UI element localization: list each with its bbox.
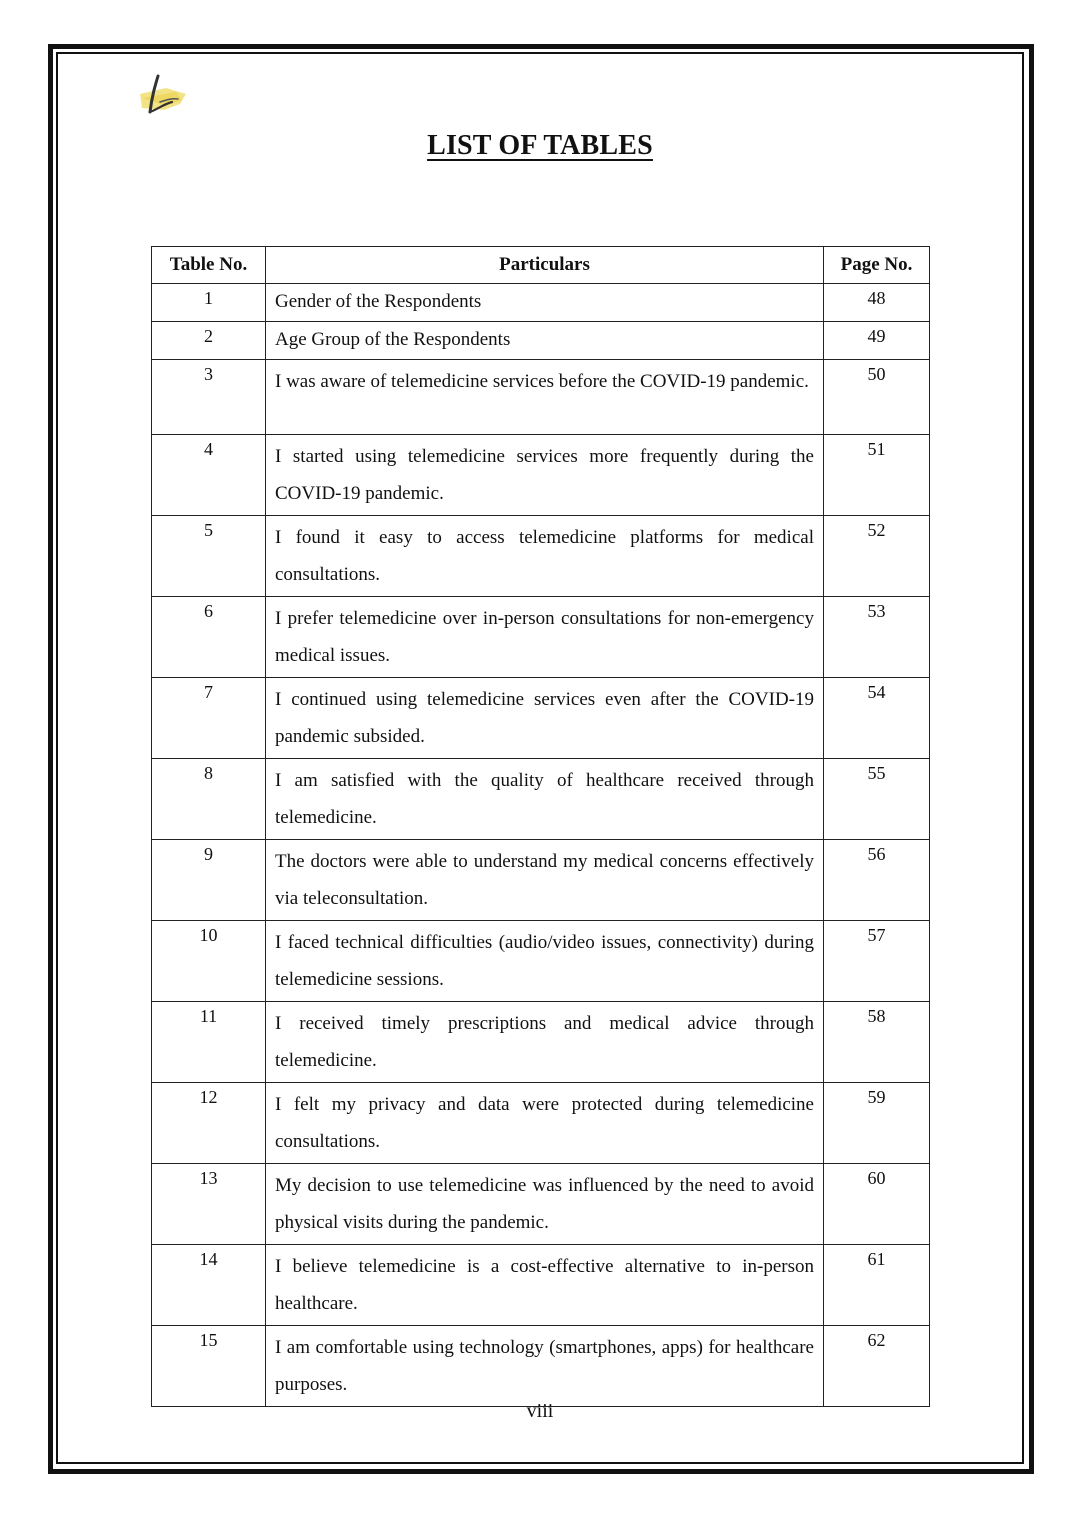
row-page-no: 58 bbox=[824, 1002, 930, 1083]
row-particulars: Age Group of the Respondents bbox=[266, 322, 824, 360]
row-page-no: 60 bbox=[824, 1164, 930, 1245]
row-table-no: 5 bbox=[152, 516, 266, 597]
row-page-no: 61 bbox=[824, 1245, 930, 1326]
row-particulars: I found it easy to access telemedicine platforms for medical consultations. bbox=[266, 516, 824, 597]
header-table-no: Table No. bbox=[152, 247, 266, 284]
table-row bbox=[152, 759, 930, 840]
page-title: LIST OF TABLES bbox=[427, 130, 653, 161]
row-table-no: 4 bbox=[152, 435, 266, 516]
row-table-no: 15 bbox=[152, 1326, 266, 1407]
table-row bbox=[152, 322, 930, 360]
table-row bbox=[152, 1326, 930, 1407]
page-number: viii bbox=[526, 1400, 554, 1422]
table-row bbox=[152, 435, 930, 516]
row-table-no: 7 bbox=[152, 678, 266, 759]
row-particulars: I am satisfied with the quality of healthcare received through telemedicine. bbox=[266, 759, 824, 840]
row-particulars: I faced technical difficulties (audio/video issues, connectivity) during telemedicine sessions. bbox=[266, 921, 824, 1002]
row-page-no: 50 bbox=[824, 360, 930, 435]
list-of-tables bbox=[151, 246, 930, 1407]
row-page-no: 51 bbox=[824, 435, 930, 516]
row-particulars: I felt my privacy and data were protected during telemedicine consultations. bbox=[266, 1083, 824, 1164]
table-row bbox=[152, 678, 930, 759]
row-table-no: 14 bbox=[152, 1245, 266, 1326]
row-particulars: I am comfortable using technology (smartphones, apps) for healthcare purposes. bbox=[266, 1326, 824, 1407]
row-table-no: 3 bbox=[152, 360, 266, 435]
row-page-no: 48 bbox=[824, 284, 930, 322]
table-row bbox=[152, 360, 930, 435]
row-page-no: 62 bbox=[824, 1326, 930, 1407]
table-row bbox=[152, 284, 930, 322]
row-particulars: The doctors were able to understand my medical concerns effectively via teleconsultation. bbox=[266, 840, 824, 921]
row-particulars: I believe telemedicine is a cost-effective alternative to in-person healthcare. bbox=[266, 1245, 824, 1326]
table-row bbox=[152, 1164, 930, 1245]
row-page-no: 53 bbox=[824, 597, 930, 678]
row-particulars: I received timely prescriptions and medical advice through telemedicine. bbox=[266, 1002, 824, 1083]
row-table-no: 10 bbox=[152, 921, 266, 1002]
row-page-no: 59 bbox=[824, 1083, 930, 1164]
row-page-no: 57 bbox=[824, 921, 930, 1002]
row-table-no: 8 bbox=[152, 759, 266, 840]
header-particulars: Particulars bbox=[266, 247, 824, 284]
row-page-no: 56 bbox=[824, 840, 930, 921]
row-particulars: I started using telemedicine services more frequently during the COVID-19 pandemic. bbox=[266, 435, 824, 516]
row-table-no: 1 bbox=[152, 284, 266, 322]
row-particulars: I continued using telemedicine services even after the COVID-19 pandemic subsided. bbox=[266, 678, 824, 759]
table-row bbox=[152, 516, 930, 597]
table-row bbox=[152, 1083, 930, 1164]
row-particulars: My decision to use telemedicine was influenced by the need to avoid physical visits during the pandemic. bbox=[266, 1164, 824, 1245]
table-row bbox=[152, 1245, 930, 1326]
row-page-no: 49 bbox=[824, 322, 930, 360]
pen-writing-icon bbox=[136, 72, 188, 120]
row-particulars: I was aware of telemedicine services before the COVID-19 pandemic. bbox=[266, 360, 824, 435]
table-header-row bbox=[152, 247, 930, 284]
table-row bbox=[152, 921, 930, 1002]
row-table-no: 11 bbox=[152, 1002, 266, 1083]
table-row bbox=[152, 597, 930, 678]
row-page-no: 54 bbox=[824, 678, 930, 759]
row-table-no: 9 bbox=[152, 840, 266, 921]
row-page-no: 52 bbox=[824, 516, 930, 597]
row-table-no: 12 bbox=[152, 1083, 266, 1164]
table-row bbox=[152, 1002, 930, 1083]
row-particulars: Gender of the Respondents bbox=[266, 284, 824, 322]
header-page-no: Page No. bbox=[824, 247, 930, 284]
row-table-no: 13 bbox=[152, 1164, 266, 1245]
row-particulars: I prefer telemedicine over in-person consultations for non-emergency medical issues. bbox=[266, 597, 824, 678]
row-page-no: 55 bbox=[824, 759, 930, 840]
row-table-no: 6 bbox=[152, 597, 266, 678]
row-table-no: 2 bbox=[152, 322, 266, 360]
table-row bbox=[152, 840, 930, 921]
